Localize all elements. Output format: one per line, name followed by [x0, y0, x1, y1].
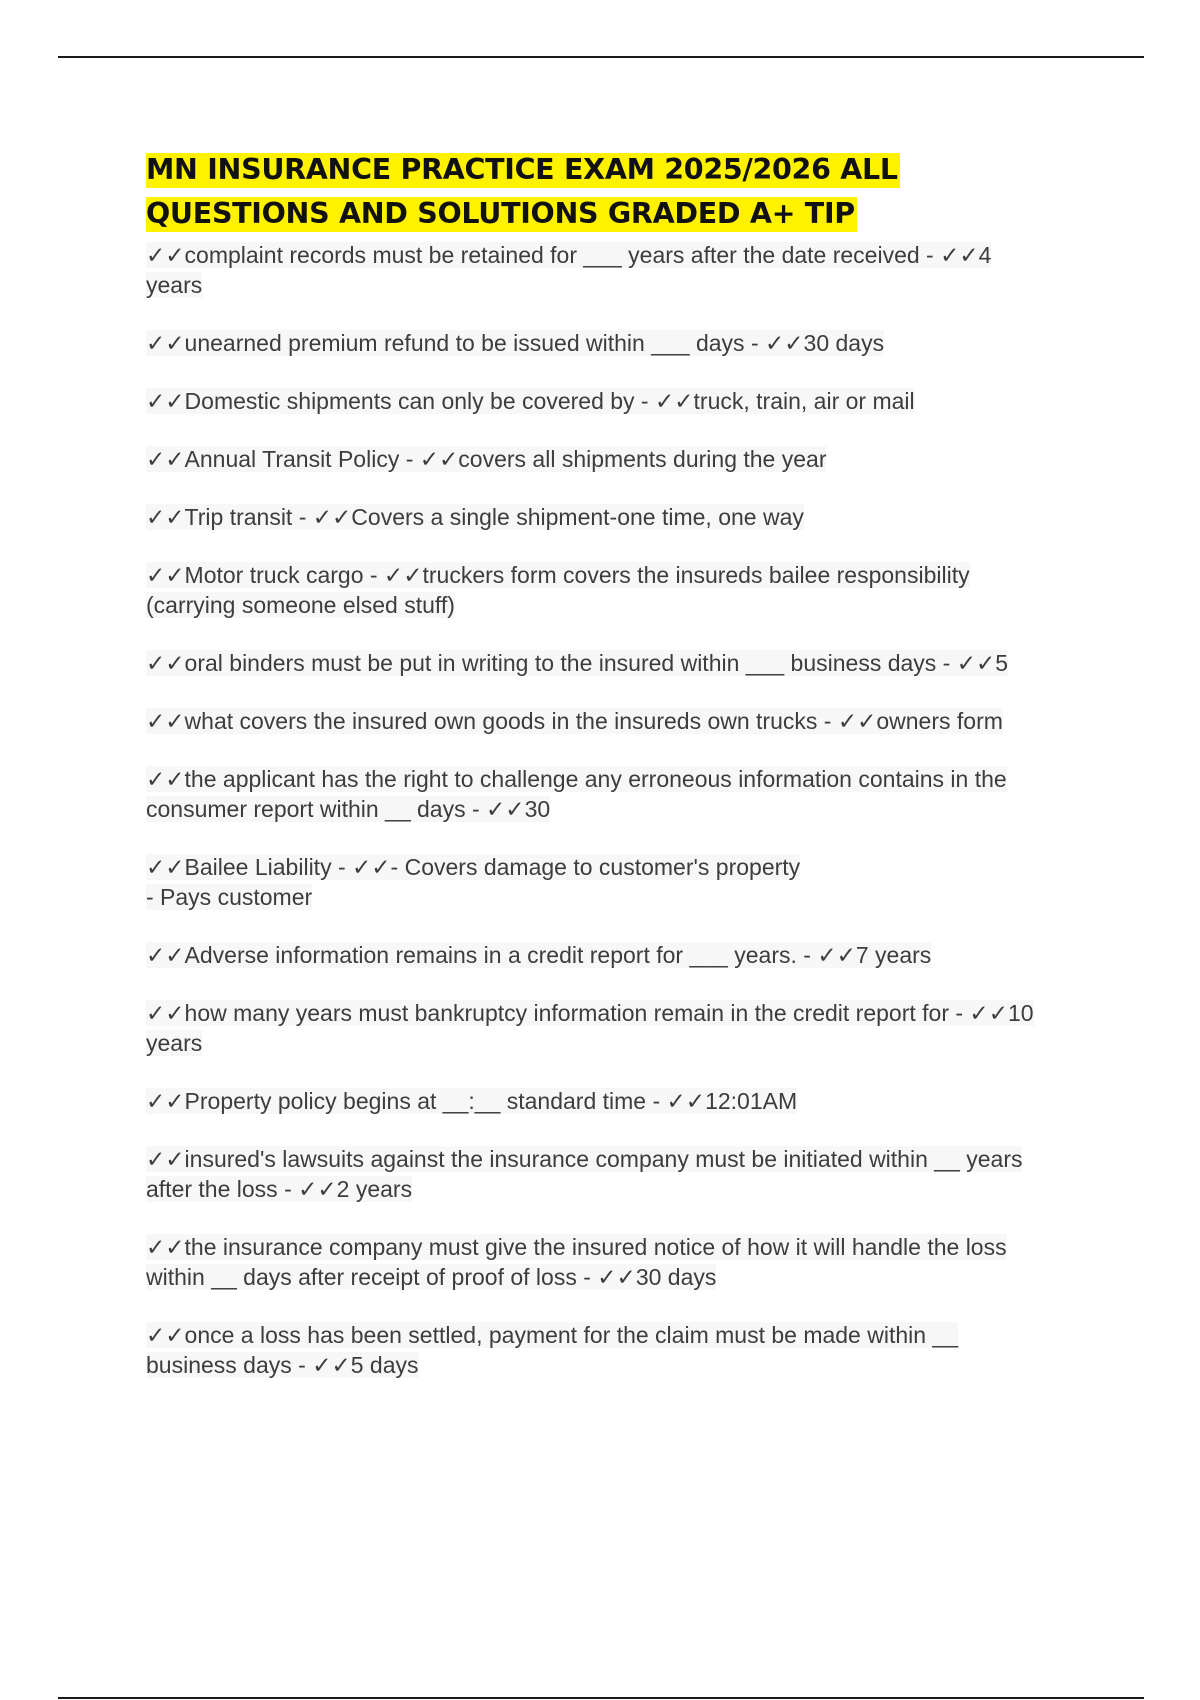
qa-item-text: ✓✓Trip transit - ✓✓Covers a single shipment-one time, one way — [146, 504, 804, 530]
qa-item-text: ✓✓the insurance company must give the insured notice of how it will handle the loss — [146, 1234, 1007, 1260]
qa-item-line — [146, 1350, 1096, 1380]
qa-item — [146, 706, 1096, 736]
qa-item-text: ✓✓the applicant has the right to challenge any erroneous information contains in the — [146, 766, 1007, 792]
qa-item-text: business days - ✓✓5 days — [146, 1352, 419, 1378]
title-line-2: QUESTIONS AND SOLUTIONS GRADED A+ TIP — [146, 197, 855, 230]
qa-item-text: (carrying someone elsed stuff) — [146, 592, 455, 618]
qa-item — [146, 852, 1096, 912]
qa-item-text: ✓✓complaint records must be retained for ___ years after the date received - ✓✓4 — [146, 242, 992, 268]
title-line-1: MN INSURANCE PRACTICE EXAM 2025/2026 ALL — [146, 153, 898, 186]
qa-item-text: ✓✓what covers the insured own goods in the insureds own trucks - ✓✓owners form — [146, 708, 1003, 734]
qa-item-text: after the loss - ✓✓2 years — [146, 1176, 413, 1202]
qa-item-line — [146, 648, 1096, 678]
qa-item-line — [146, 386, 1096, 416]
qa-item-line — [146, 1262, 1096, 1292]
qa-item — [146, 560, 1096, 620]
qa-item — [146, 240, 1096, 300]
qa-item-line — [146, 444, 1096, 474]
qa-item-text: ✓✓insured's lawsuits against the insurance company must be initiated within __ years — [146, 1146, 1023, 1172]
qa-item-text: ✓✓once a loss has been settled, payment for the claim must be made within __ — [146, 1322, 959, 1348]
qa-item-line — [146, 764, 1096, 794]
qa-item-line — [146, 270, 1096, 300]
qa-item-line — [146, 882, 1096, 912]
qa-item-line — [146, 502, 1096, 532]
qa-list — [146, 240, 1096, 1380]
qa-item-text: consumer report within __ days - ✓✓30 — [146, 796, 551, 822]
qa-item-line — [146, 328, 1096, 358]
qa-item — [146, 386, 1096, 416]
qa-item-line — [146, 794, 1096, 824]
qa-item-text: years — [146, 272, 203, 298]
qa-item-text: ✓✓Motor truck cargo - ✓✓truckers form covers the insureds bailee responsibility — [146, 562, 970, 588]
qa-item-line — [146, 1086, 1096, 1116]
qa-item-line — [146, 1144, 1096, 1174]
qa-item — [146, 940, 1096, 970]
document-body — [146, 148, 1096, 1408]
qa-item — [146, 328, 1096, 358]
qa-item — [146, 1144, 1096, 1204]
qa-item-line — [146, 1320, 1096, 1350]
qa-item-text: years — [146, 1030, 203, 1056]
qa-item-text: ✓✓unearned premium refund to be issued within ___ days - ✓✓30 days — [146, 330, 885, 356]
qa-item-line — [146, 852, 1096, 882]
qa-item-line — [146, 1232, 1096, 1262]
qa-item-text: ✓✓Domestic shipments can only be covered by - ✓✓truck, train, air or mail — [146, 388, 915, 414]
qa-item-line — [146, 1028, 1096, 1058]
qa-item-text: ✓✓how many years must bankruptcy information remain in the credit report for - ✓✓10 — [146, 1000, 1034, 1026]
qa-item-line — [146, 1174, 1096, 1204]
qa-item — [146, 502, 1096, 532]
qa-item-text: ✓✓Annual Transit Policy - ✓✓covers all shipments during the year — [146, 446, 827, 472]
qa-item-text: ✓✓oral binders must be put in writing to the insured within ___ business days - ✓✓5 — [146, 650, 1009, 676]
document-title — [146, 148, 1096, 236]
top-rule — [58, 56, 1144, 58]
qa-item-line — [146, 590, 1096, 620]
qa-item-text: - Pays customer — [146, 884, 313, 910]
qa-item — [146, 1320, 1096, 1380]
qa-item-line — [146, 560, 1096, 590]
qa-item — [146, 1086, 1096, 1116]
qa-item-text: ✓✓Bailee Liability - ✓✓- Covers damage to customer's property — [146, 854, 801, 880]
qa-item-text: within __ days after receipt of proof of loss - ✓✓30 days — [146, 1264, 717, 1290]
qa-item-line — [146, 940, 1096, 970]
qa-item — [146, 648, 1096, 678]
qa-item — [146, 998, 1096, 1058]
qa-item — [146, 444, 1096, 474]
qa-item — [146, 764, 1096, 824]
qa-item-text: ✓✓Adverse information remains in a credit report for ___ years. - ✓✓7 years — [146, 942, 932, 968]
qa-item-line — [146, 706, 1096, 736]
bottom-rule — [58, 1697, 1144, 1699]
qa-item-text: ✓✓Property policy begins at __:__ standard time - ✓✓12:01AM — [146, 1088, 798, 1114]
qa-item-line — [146, 998, 1096, 1028]
qa-item — [146, 1232, 1096, 1292]
qa-item-line — [146, 240, 1096, 270]
